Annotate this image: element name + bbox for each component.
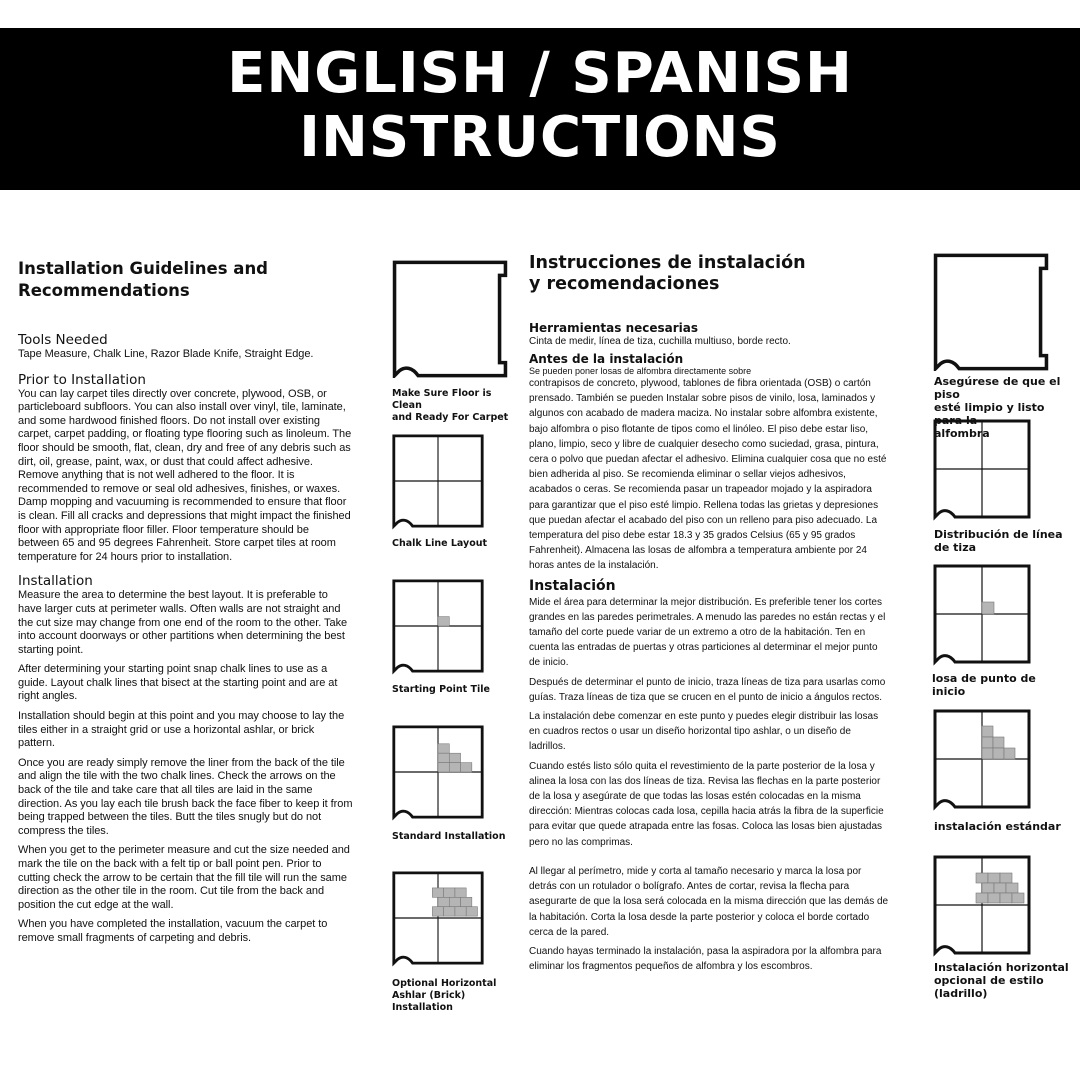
- starting-point-tile-icon: [932, 561, 1032, 667]
- clean-floor-diagram: [391, 260, 509, 378]
- spanish-title-line1: Instrucciones de instalación: [529, 253, 806, 273]
- english-tools-heading: Tools Needed: [18, 332, 108, 348]
- floor-outline-icon: [932, 253, 1050, 371]
- starting-tile-diagram-es: [932, 561, 1032, 667]
- spanish-before-heading: Antes de la instalación: [529, 352, 684, 366]
- figure-caption-ashlar-installation: Optional Horizontal Ashlar (Brick) Installation: [392, 978, 497, 1013]
- spanish-install-heading: Instalación: [529, 577, 616, 594]
- english-install-heading: Installation: [18, 573, 93, 590]
- ashlar-installation-diagram-es: [932, 852, 1032, 958]
- clean-floor-diagram-es: [932, 253, 1050, 371]
- spanish-before-intro: Se pueden poner losas de alfombra directamente sobre: [529, 366, 752, 376]
- english-title: Installation Guidelines and Recommendations: [18, 259, 268, 300]
- english-install-p3: Installation should begin at this point and you may choose to lay the tiles either in a straight grid or use a horizontal ashlar, or brick pattern.: [18, 710, 345, 750]
- standard-installation-diagram-es: [932, 706, 1032, 812]
- header-banner: [0, 28, 1080, 190]
- ashlar-brick-installation-icon: [391, 864, 485, 972]
- standard-installation-icon: [391, 716, 485, 828]
- floor-outline-icon: [391, 260, 509, 378]
- spanish-title: [529, 253, 889, 295]
- chalk-line-diagram: [391, 425, 485, 537]
- spanish-install-p1: Mide el área para determinar la mejor distribución. Es preferible tener los cortes grandes en las paredes perimetrales. A menudo las paredes no están rectas y el tamaño del corte puede variar de un extremo a otro de la habitación. Ten en cuenta las entradas de puertas y otras particiones al determinar el mejor punto de inicio.: [529, 596, 886, 669]
- figure-caption-standard-installation: Standard Installation: [392, 831, 506, 842]
- spanish-tools-text: Cinta de medir, línea de tiza, cuchilla multiuso, borde recto.: [529, 336, 791, 347]
- figure-caption-chalk-line: Chalk Line Layout: [392, 538, 488, 549]
- figure-caption-chalk-line-es: Distribución de línea de tiza: [934, 528, 1063, 554]
- spanish-before-text: contrapisos de concreto, plywood, tablones de fibra orientada (OSB) o cartón prensado. También se pueden Instalar sobre pisos de vinilo, losa, laminados y algunos con acabado de madera maciza. No instalar sobre alfombra existente, bajo alfombra o piso flotante de tipos como el linóleo. El piso debe estar liso, plano, limpio, seco y libre de cualquier desecho como suciedad, grasa, pintura, cera o polvo que puedan afectar el adhesivo. Elimina cualquier cosa que no esté bien adherida al piso. Se recomienda eliminar o sellar viejos adhesivos, acabados o ceras. Se recomienda pasar un trapeador mojado y la aspiradora para garantizar que el piso esté limpio. Rellena todas las grietas y depresiones que puedan afectar el acabado del piso con un relleno para piso adecuado. La temperatura del piso debe estar 18.3 y 35 grados Celsius (65 y 95 grados Fahrenheit). Almacena las losas de alfombra a temperatura ambiente por 24 horas antes de la instalación.: [529, 378, 887, 572]
- spanish-install-p5: Al llegar al perímetro, mide y corta al tamaño necesario y marca la losa por detrás con un rotulador o bolígrafo. Antes de cortar, revisa la flecha para asegurarte de que la losa será colocada en la misma dirección que las demás de la habitación. Corta la losa desde la parte posterior y coloca el borde cortado cerca de la pared.: [529, 865, 889, 938]
- standard-installation-icon: [932, 706, 1032, 812]
- english-install-p1: Measure the area to determine the best layout. It is preferable to have larger cuts at perimeter walls. Often walls are not straight and the cut size may change from one end of the room to the other. Take into account doorways or other partitions when determining the best starting point.: [18, 589, 348, 656]
- spanish-install-p4: Cuando estés listo sólo quita el revestimiento de la parte posterior de la losa y alinea la losa con las dos líneas de tiza. Revisa las flechas en la parte posterior de la losa y asegúrate de que todas las losas estén colocadas en la misma dirección: Mientras colocas cada losa, cepilla hacia atrás la fibra de la superficie para evitar que quede atrapada entre las fosas. Coloca las losas bien ajustadas pero no las comprimas.: [529, 760, 884, 848]
- english-tools-text: Tape Measure, Chalk Line, Razor Blade Knife, Straight Edge.: [18, 348, 314, 360]
- english-install-p4: Once you are ready simply remove the liner from the back of the tile and align the tile with the two chalk lines. Check the arrows on the back of the tile and take care that all tiles are laid in the same direction. As you lay each tile brush back the face fiber to keep it from being trapped between the tiles. Butt the tiles snugly but do not compress the tiles.: [18, 756, 353, 837]
- english-prior-text: You can lay carpet tiles directly over concrete, plywood, OSB, or particleboard subfloors. You can also install over vinyl, tile, laminate, and some hardwood finished floors. Do not install over existing carpet, carpet padding, or floating type flooring such as linoleum. The floor should be smooth, flat, clean, dry and free of any debris such as dirt, oil, grease, paint, wax, or dust that could affect adhesive. Remove anything that is not well adhered to the floor. It is recommended to remove or seal old adhesives, finishes, or waxes. Damp mopping and vacuuming is recommended to ensure that floor is clean. Fill all cracks and depressions that might impact the finished floor with appropriate floor filler. Floor temperature should be between 65 and 95 degrees Fahrenheit. Store carpet tiles at room temperature for 24 hours prior to installation.: [18, 387, 352, 563]
- starting-tile-diagram: [391, 570, 485, 682]
- english-install-p6: When you have completed the installation, vacuum the carpet to remove small fragments of carpeting and debris.: [18, 918, 328, 944]
- english-prior-heading: Prior to Installation: [18, 371, 146, 388]
- ashlar-installation-diagram: [391, 864, 485, 972]
- chalk-line-diagram-es: [932, 416, 1032, 522]
- figure-caption-starting-tile-es: losa de punto de inicio: [932, 672, 1036, 698]
- spanish-install-p2: Después de determinar el punto de inicio, traza líneas de tiza para usarlas como guías. Traza líneas de tiza que se crucen en el punto de inicio a ángulos rectos.: [529, 676, 886, 703]
- english-install-p5: When you get to the perimeter measure and cut the size needed and mark the tile on the back with a felt tip or ball point pen. Prior to cutting check the arrow to be certain that the fill tile will run the same direction as the other tile in the room. Cut tile from the back and position the cut edge at the wall.: [18, 844, 350, 911]
- banner-title-line1: ENGLISH / SPANISH: [227, 41, 853, 106]
- chalk-line-layout-icon: [391, 425, 485, 537]
- english-install-p2: After determining your starting point snap chalk lines to use as a guide. Layout chalk lines that bisect at the starting point and are at right angles.: [18, 663, 338, 703]
- spanish-title-line2: y recomendaciones: [529, 274, 720, 294]
- chalk-line-layout-icon: [932, 416, 1032, 522]
- standard-installation-diagram: [391, 716, 485, 828]
- figure-caption-starting-tile: Starting Point Tile: [392, 684, 490, 695]
- figure-caption-standard-installation-es: instalación estándar: [934, 820, 1061, 833]
- spanish-install-p3: La instalación debe comenzar en este punto y puedes elegir distribuir las losas en cuadros rectos o usar un diseño horizontal tipo ashlar, o un diseño de ladrillos.: [529, 711, 879, 753]
- spanish-tools-heading: Herramientas necesarias: [529, 321, 699, 335]
- figure-caption-clean-floor-es: Asegúrese de que el piso esté limpio y listo para la alfombra: [934, 375, 1061, 440]
- starting-point-tile-icon: [391, 570, 485, 682]
- banner-title-line2: INSTRUCTIONS: [299, 105, 781, 170]
- figure-caption-ashlar-installation-es: Instalación horizontal opcional de estilo (ladrillo): [934, 961, 1069, 1000]
- english-instructions: [18, 258, 353, 952]
- ashlar-brick-installation-icon: [932, 852, 1032, 958]
- spanish-install-p6: Cuando hayas terminado la instalación, pasa la aspiradora por la alfombra para eliminar los fragmentos pequeños de alfombra y los escombros.: [529, 945, 882, 973]
- figure-caption-clean-floor: Make Sure Floor is Clean and Ready For Carpet: [392, 388, 509, 423]
- spanish-instructions: [529, 253, 889, 978]
